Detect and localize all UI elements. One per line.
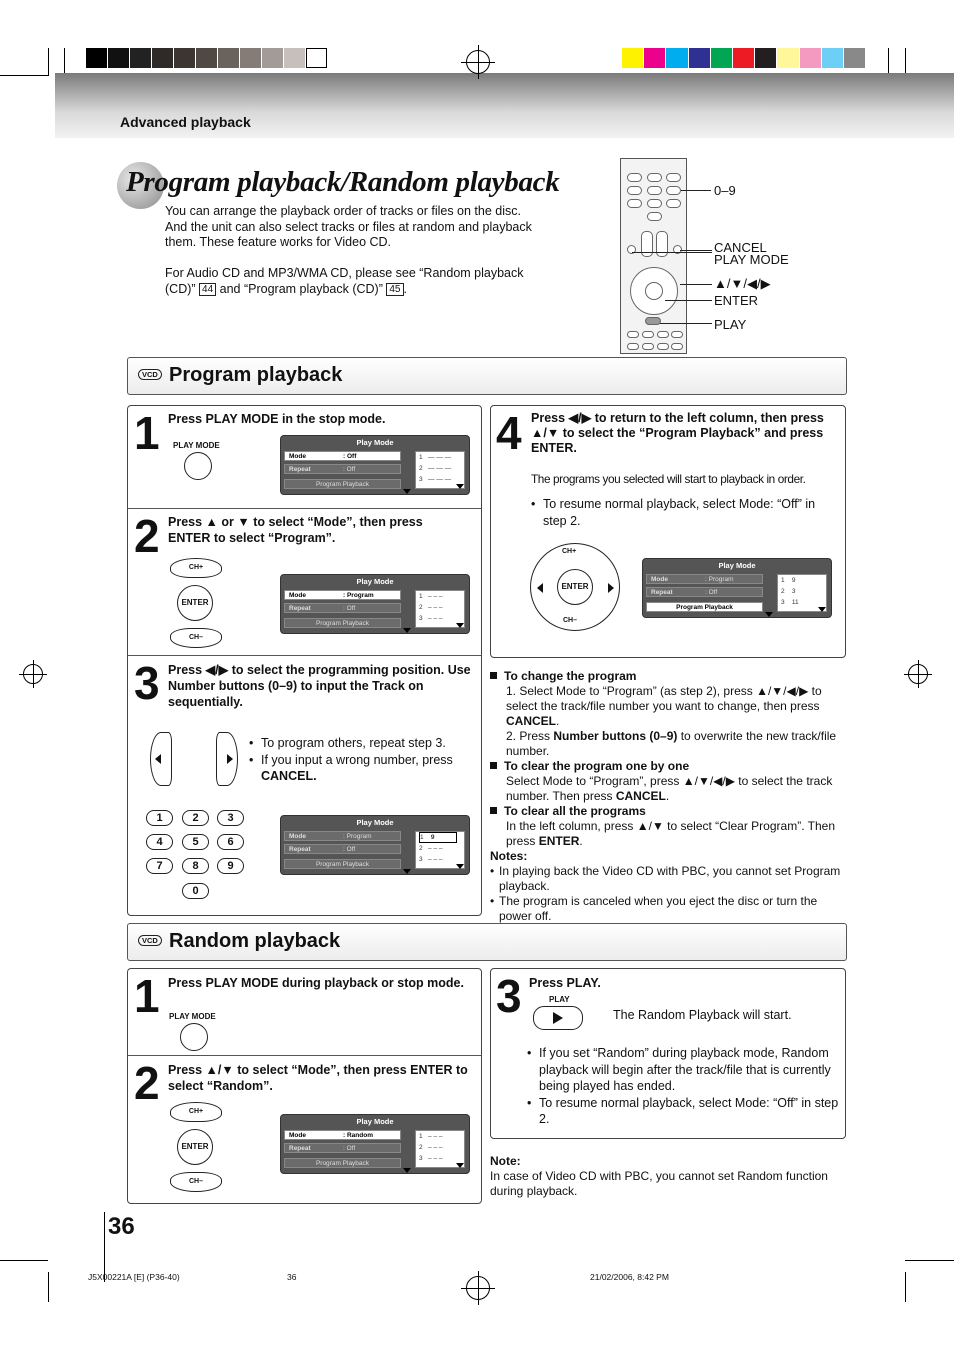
step-instruction: Press PLAY MODE in the stop mode. xyxy=(168,412,386,426)
crop-mark xyxy=(888,48,889,76)
right-arrow-icon xyxy=(216,732,238,786)
random-playback-header xyxy=(127,923,847,961)
step-number: 2 xyxy=(134,510,160,562)
calibration-swatch xyxy=(218,48,239,68)
calibration-swatch xyxy=(262,48,283,68)
label-play-mode: PLAY MODE xyxy=(714,252,789,267)
calibration-swatch xyxy=(822,48,843,68)
osd-screen: Play Mode Mode : Random Repeat : Off Program Playback 1 – – – 2 – – – 3 – – – xyxy=(280,1114,470,1174)
page-number: 36 xyxy=(108,1213,135,1240)
step-note: The programs you selected will start to playback in order. xyxy=(531,472,806,486)
step-number: 4 xyxy=(496,407,522,459)
calibration-swatch xyxy=(711,48,732,68)
intro-reference: For Audio CD and MP3/WMA CD, please see “Random playback (CD)” 44 and “Program playback (CD)” 45 . xyxy=(165,266,524,296)
step-number: 1 xyxy=(134,407,160,459)
section-title: Program playback xyxy=(169,364,343,386)
crop-mark xyxy=(905,1260,954,1261)
step-number: 1 xyxy=(134,970,160,1022)
crop-mark xyxy=(48,48,49,76)
registration-mark-icon xyxy=(23,664,43,684)
play-mode-button-icon xyxy=(180,1023,208,1051)
direction-pad-icon: CH+ ENTER CH– xyxy=(530,543,620,631)
calibration-swatch xyxy=(800,48,821,68)
play-mode-button-icon xyxy=(184,452,212,480)
label-cancel: CANCEL xyxy=(714,240,767,255)
step-number: 3 xyxy=(496,970,522,1022)
calibration-swatch xyxy=(666,48,687,68)
osd-screen: Play Mode Mode : Program Repeat : Off Program Playback 1 9 2 3 3 11 xyxy=(642,558,832,618)
play-mode-label: PLAY MODE xyxy=(169,1012,216,1021)
play-label: PLAY xyxy=(549,995,570,1004)
navigation-pad-icon: CH+ ENTER CH– xyxy=(168,558,224,648)
section-label: Advanced playback xyxy=(120,114,251,130)
registration-mark-icon xyxy=(908,664,928,684)
step-instruction: Press ◀/▶ to select the programming position. Use Number buttons (0–9) to input the Track on sequentially. xyxy=(168,663,471,709)
calibration-swatch xyxy=(240,48,261,68)
step-notes: • To program others, repeat step 3. • If you input a wrong number, press CANCEL. xyxy=(249,735,479,785)
crop-mark xyxy=(48,1272,49,1302)
crop-mark xyxy=(64,48,65,76)
crop-mark xyxy=(905,48,906,76)
number-keypad-icon: 1 2 3 4 5 6 7 8 9 0 xyxy=(145,808,255,903)
page-title: Program playback/Random playback xyxy=(126,166,560,198)
step-instruction: Press ▲ or ▼ to select “Mode”, then press ENTER to select “Program”. xyxy=(168,515,423,545)
calibration-swatch xyxy=(622,48,643,68)
calibration-swatch xyxy=(284,48,305,68)
calibration-swatch xyxy=(130,48,151,68)
intro-paragraph: You can arrange the playback order of tracks or files on the disc. And the unit can also select tracks or files at random and playback them. These feature works for Video CD. xyxy=(165,204,532,249)
label-digits: 0–9 xyxy=(714,183,736,198)
step-instruction: Press PLAY. xyxy=(529,976,601,990)
vcd-badge: VCD xyxy=(138,369,162,380)
crop-mark xyxy=(0,1260,48,1261)
registration-mark-icon xyxy=(466,50,490,74)
calibration-swatch xyxy=(755,48,776,68)
step-instruction: Press PLAY MODE during playback or stop mode. xyxy=(168,976,464,990)
step-instruction: Press ▲/▼ to select “Mode”, then press ENTER to select “Random”. xyxy=(168,1063,468,1093)
registration-mark-icon xyxy=(466,1276,490,1300)
crop-mark xyxy=(0,75,48,76)
label-play: PLAY xyxy=(714,317,747,332)
play-button-icon xyxy=(533,1006,583,1030)
calibration-swatch xyxy=(733,48,754,68)
step-instruction: Press ◀/▶ to return to the left column, then press ▲/▼ to select the “Program Playback” and press ENTER. xyxy=(531,411,824,455)
calibration-swatch xyxy=(108,48,129,68)
calibration-swatch xyxy=(844,48,865,68)
step-number: 3 xyxy=(134,657,160,709)
osd-screen: Play Mode Mode : Program Repeat : Off Program Playback 1 – – – 2 – – – 3 – – – xyxy=(280,574,470,634)
osd-screen: Play Mode Mode : Program Repeat : Off Program Playback 1 9 2 – – – 3 – – – xyxy=(280,815,470,875)
calibration-swatch xyxy=(777,48,798,68)
calibration-swatch xyxy=(196,48,217,68)
step-bullet: • To resume normal playback, select Mode: “Off” in step 2. xyxy=(531,496,821,529)
step-result: The Random Playback will start. xyxy=(613,1008,792,1022)
calibration-swatch xyxy=(152,48,173,68)
label-enter: ENTER xyxy=(714,293,759,308)
remote-illustration xyxy=(620,158,687,354)
step-notes: • If you set “Random” during playback mode, Random playback will begin after the track/file that is currently being played has ended. • To resume normal playback, select Mode: “Off” in step 2. xyxy=(527,1045,839,1128)
footer-file: J5X00221A [E] (P36-40) xyxy=(88,1272,180,1282)
vcd-badge: VCD xyxy=(138,935,162,946)
calibration-swatch xyxy=(689,48,710,68)
label-arrows: ▲/▼/◀/▶ xyxy=(714,276,771,291)
footer-page: 36 xyxy=(287,1272,297,1282)
play-mode-label: PLAY MODE xyxy=(173,441,220,450)
page-ref: 45 xyxy=(386,283,403,296)
footer-date: 21/02/2006, 8:42 PM xyxy=(590,1272,669,1282)
calibration-swatch xyxy=(644,48,665,68)
random-note: Note: In case of Video CD with PBC, you cannot set Random function during playback. xyxy=(490,1154,828,1198)
program-tips: To change the program 1. Select Mode to “Program” (as step 2), press ▲/▼/◀/▶ to select the track/file number you want to change, then press CANCEL. 2. Press Number buttons (0–9) to overwrite the new track/file number. To clear the program one by one Select Mode to “Program”, press ▲/▼/◀/▶ to select the track number. Then press CANCEL. To clear all the programs In the left column, press ▲/▼ to select “Clear Program”. Then press ENTER. Notes: • In playing back the Video CD with PBC, you cannot set Program playback. • The program is canceled when you eject the disc or turn the power off. xyxy=(490,669,845,924)
navigation-pad-icon: CH+ ENTER CH– xyxy=(168,1102,224,1192)
osd-screen: Play Mode Mode : Off Repeat : Off Program Playback 1 — — — 2 — — — 3 — — — xyxy=(280,435,470,495)
calibration-swatch xyxy=(306,48,327,68)
left-arrow-icon xyxy=(150,732,172,786)
page-ref: 44 xyxy=(199,283,216,296)
program-playback-header xyxy=(127,357,847,395)
section-title: Random playback xyxy=(169,930,341,952)
crop-mark xyxy=(905,1272,906,1302)
calibration-swatch xyxy=(174,48,195,68)
step-number: 2 xyxy=(134,1057,160,1109)
calibration-swatch xyxy=(86,48,107,68)
